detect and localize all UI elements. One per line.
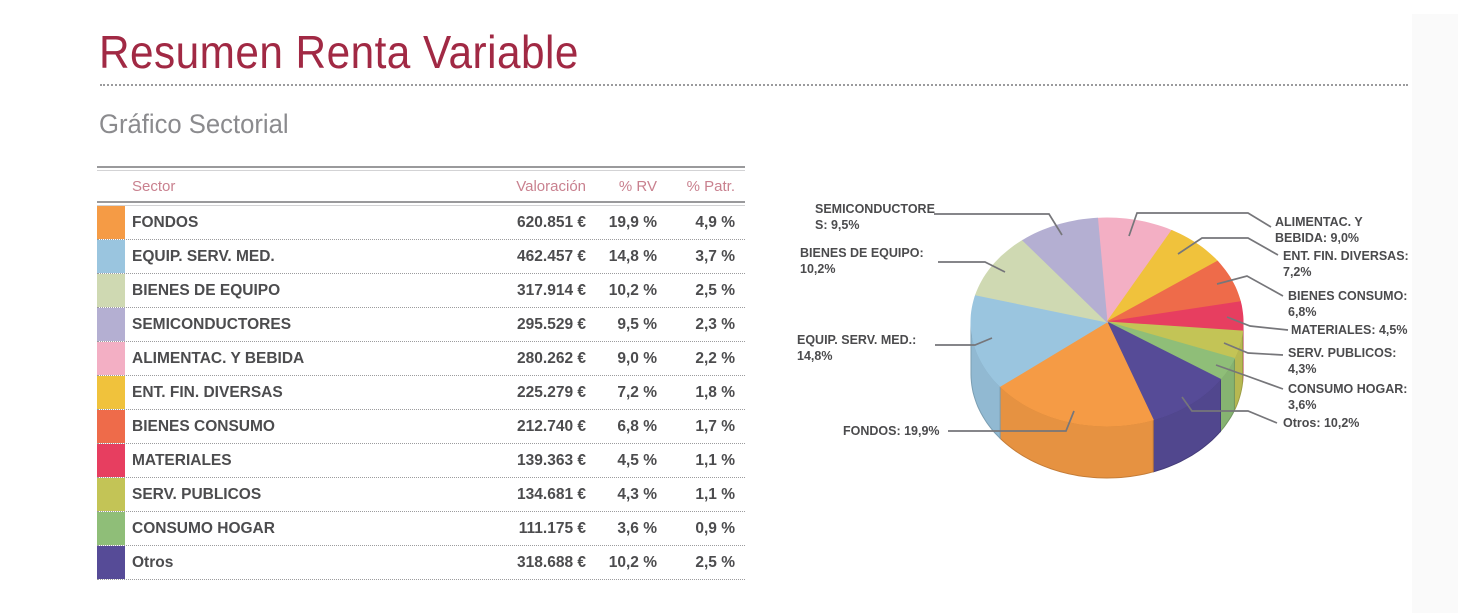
sector-color-cell: [97, 342, 125, 375]
pie-callout-consumo-hogar: CONSUMO HOGAR: 3,6%: [1288, 382, 1408, 412]
sector-color-cell: [97, 206, 125, 239]
pie-callout-bienes-consumo: BIENES CONSUMO: 6,8%: [1288, 289, 1408, 319]
page-title: Resumen Renta Variable: [99, 26, 579, 78]
rv-value: 4,5 %: [617, 451, 657, 469]
rv-value: 3,6 %: [617, 519, 657, 537]
pie-slice-side-consumo-hogar: [1221, 358, 1235, 431]
sector-name: BIENES CONSUMO: [132, 417, 275, 435]
pie-slice-alimentac-y-bebida: [1098, 218, 1172, 322]
table-row: [97, 274, 745, 308]
header-rv: % RV: [618, 177, 657, 195]
pie-slice-equip-serv-med: [971, 295, 1107, 386]
pie-slice-side-serv-publicos: [1234, 331, 1242, 410]
sector-name: EQUIP. SERV. MED.: [132, 247, 275, 265]
sector-color-cell: [97, 240, 125, 273]
pie-callout-bienes-de-equipo: BIENES DE EQUIPO: 10,2%: [800, 246, 924, 276]
rv-value: 10,2 %: [608, 553, 657, 571]
header-swatch-spacer: [97, 171, 125, 201]
header-patr: % Patr.: [686, 177, 735, 195]
patr-value: 4,9 %: [695, 213, 735, 231]
sector-name: SEMICONDUCTORES: [132, 315, 292, 333]
pie-slice-fondos: [1000, 322, 1153, 426]
sector-color-cell: [97, 410, 125, 443]
valoracion-value: 225.279 €: [517, 383, 586, 401]
header-valoracion: Valoración: [516, 177, 586, 195]
sector-table: [97, 166, 745, 580]
table-row: [97, 206, 745, 240]
patr-value: 3,7 %: [695, 247, 735, 265]
pie-slice-bienes-consumo: [1107, 261, 1240, 322]
pie-leader-semiconductores: [934, 214, 1062, 235]
sector-name: CONSUMO HOGAR: [132, 519, 275, 537]
table-row: [97, 478, 745, 512]
pie-slice-ent-fin-diversas: [1107, 231, 1218, 323]
table-row: [97, 342, 745, 376]
pie-leader-fondos: [948, 411, 1074, 431]
pie-slice-serv-publicos: [1107, 322, 1243, 358]
patr-value: 2,5 %: [695, 553, 735, 571]
sector-color-cell: [97, 478, 125, 511]
valoracion-value: 111.175 €: [518, 519, 586, 537]
pie-leader-bienes-consumo: [1217, 276, 1283, 296]
table-row: [97, 240, 745, 274]
sector-name: Otros: [132, 553, 174, 571]
pie-slice-semiconductores: [1023, 218, 1107, 322]
pie-leader-equip-serv-med: [935, 338, 992, 345]
pie-callout-otros: Otros: 10,2%: [1283, 416, 1360, 430]
sector-name: ALIMENTAC. Y BEBIDA: [132, 349, 305, 367]
title-divider: [100, 84, 1408, 86]
pie-slice-consumo-hogar: [1107, 322, 1234, 379]
valoracion-value: 139.363 €: [517, 451, 586, 469]
pie-slice-otros: [1107, 322, 1221, 420]
sector-name: BIENES DE EQUIPO: [132, 281, 281, 299]
pie-callout-equip-serv-med: EQUIP. SERV. MED.: 14,8%: [797, 333, 917, 363]
patr-value: 2,2 %: [695, 349, 735, 367]
pie-slice-side-otros: [1153, 379, 1220, 472]
header-sector: Sector: [132, 177, 176, 195]
table-row: [97, 308, 745, 342]
table-row: [97, 512, 745, 546]
valoracion-value: 318.688 €: [517, 553, 586, 571]
pie-leader-consumo-hogar: [1216, 365, 1283, 389]
page-edge-shade: [1412, 14, 1458, 613]
sector-name: ENT. FIN. DIVERSAS: [132, 383, 283, 401]
valoracion-value: 280.262 €: [517, 349, 586, 367]
rv-value: 14,8 %: [608, 247, 657, 265]
sector-color-cell: [97, 546, 125, 579]
rv-value: 10,2 %: [608, 281, 657, 299]
rv-value: 9,0 %: [617, 349, 657, 367]
valoracion-value: 620.851 €: [517, 213, 586, 231]
rv-value: 4,3 %: [617, 485, 657, 503]
valoracion-value: 295.529 €: [517, 315, 586, 333]
table-row: [97, 444, 745, 478]
pie-slice-side-materiales: [1243, 322, 1244, 383]
valoracion-value: 134.681 €: [517, 485, 586, 503]
rv-value: 9,5 %: [617, 315, 657, 333]
patr-value: 1,1 %: [695, 451, 735, 469]
pie-slice-bienes-de-equipo: [976, 240, 1107, 322]
rv-value: 7,2 %: [617, 383, 657, 401]
sector-color-cell: [97, 512, 125, 545]
patr-value: 1,8 %: [695, 383, 735, 401]
pie-callout-semiconductores: SEMICONDUCTORE S: 9,5%: [815, 202, 935, 232]
patr-value: 2,3 %: [695, 315, 735, 333]
pie-leader-serv-publicos: [1224, 343, 1283, 355]
pie-leader-bienes-de-equipo: [938, 262, 1005, 272]
table-row: [97, 546, 745, 580]
table-row: [97, 410, 745, 444]
patr-value: 1,1 %: [695, 485, 735, 503]
valoracion-value: 212.740 €: [517, 417, 586, 435]
sector-color-cell: [97, 376, 125, 409]
rv-value: 19,9 %: [608, 213, 657, 231]
sector-color-cell: [97, 444, 125, 477]
valoracion-value: 462.457 €: [517, 247, 586, 265]
pie-callout-serv-publicos: SERV. PUBLICOS: 4,3%: [1288, 346, 1397, 376]
table-body: [97, 206, 745, 580]
pie-callout-fondos: FONDOS: 19,9%: [843, 424, 940, 438]
sector-name: FONDOS: [132, 213, 199, 231]
sector-name: MATERIALES: [132, 451, 232, 469]
patr-value: 2,5 %: [695, 281, 735, 299]
pie-callout-ent-fin-diversas: ENT. FIN. DIVERSAS: 7,2%: [1283, 249, 1409, 279]
valoracion-value: 317.914 €: [517, 281, 586, 299]
table-row: [97, 376, 745, 410]
pie-slice-side-fondos: [1000, 386, 1153, 478]
sector-color-cell: [97, 308, 125, 341]
pie-leader-materiales: [1227, 317, 1288, 330]
sector-name: SERV. PUBLICOS: [132, 485, 262, 503]
rv-value: 6,8 %: [617, 417, 657, 435]
patr-value: 1,7 %: [695, 417, 735, 435]
pie-slice-side-equip-serv-med: [971, 322, 1000, 438]
section-title: Gráfico Sectorial: [99, 109, 289, 139]
pie-callout-materiales: MATERIALES: 4,5%: [1291, 323, 1408, 337]
sector-color-cell: [97, 274, 125, 307]
pie-leader-ent-fin-diversas: [1178, 238, 1278, 255]
table-header-row: [97, 171, 745, 201]
pie-slice-materiales: [1107, 302, 1243, 331]
patr-value: 0,9 %: [695, 519, 735, 537]
pie-callout-alimentac-y-bebida: ALIMENTAC. Y BEBIDA: 9,0%: [1275, 215, 1363, 245]
pie-leader-otros: [1182, 397, 1277, 423]
pie-leader-alimentac-y-bebida: [1129, 213, 1271, 236]
